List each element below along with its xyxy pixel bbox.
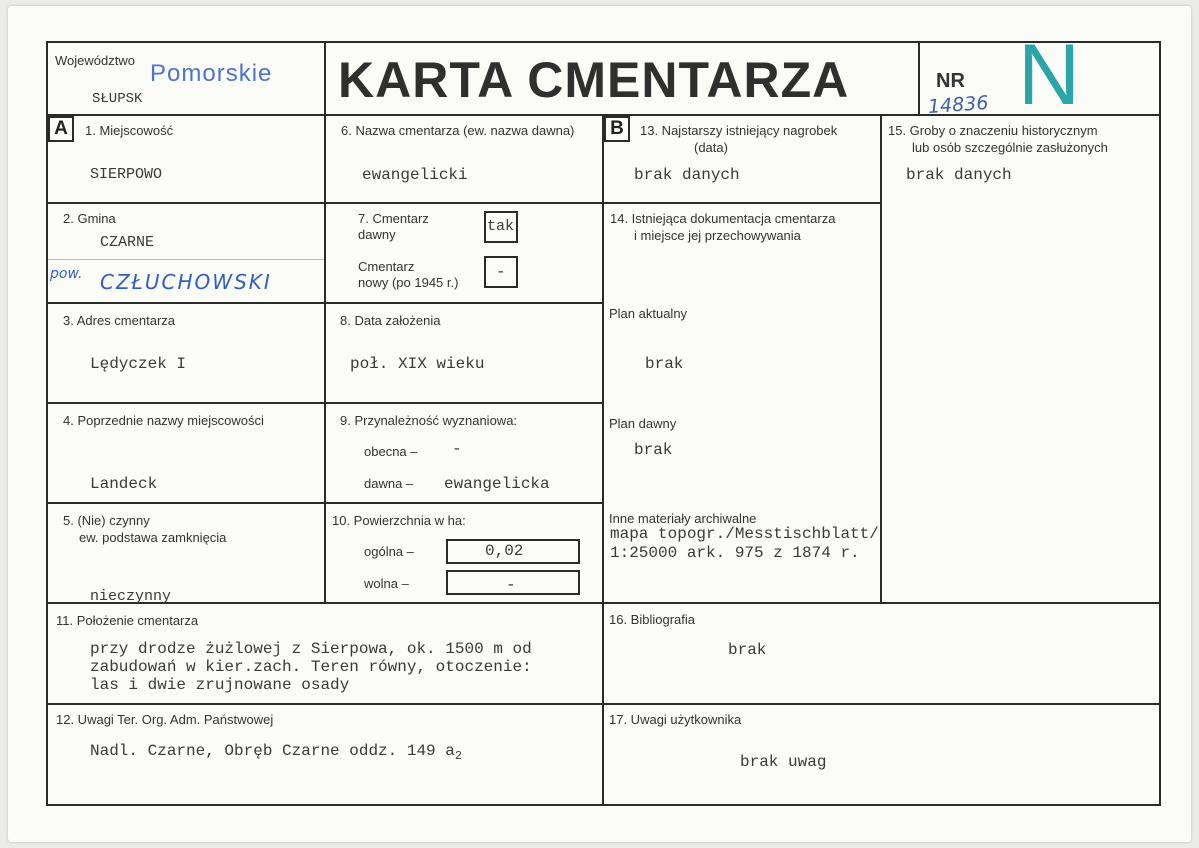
row-line-3 [46, 402, 603, 404]
field-6-label: 6. Nazwa cmentarza (ew. nazwa dawna) [341, 123, 575, 138]
field-11-line-2: zabudowań w kier.zach. Teren równy, otoczenie: [90, 658, 532, 676]
row-line-4 [46, 502, 603, 504]
field-3-label: 3. Adres cmentarza [63, 313, 175, 328]
field-8-value: poł. XIX wieku [350, 355, 485, 373]
section-b-box: B [604, 116, 630, 142]
field-4-value: Landeck [90, 475, 158, 493]
field-11-line-3: las i dwie zrujnowane osady [90, 676, 350, 694]
wojewodztwo-label: Województwo [55, 53, 135, 68]
inne-materialy-line-2: 1:25000 ark. 975 z 1874 r. [610, 544, 860, 562]
field-8-label: 8. Data założenia [340, 313, 441, 328]
col-divider-3 [880, 114, 882, 604]
inne-materialy-line-1: mapa topogr./Messtischblatt/ [610, 525, 879, 543]
plan-dawny-value: brak [634, 441, 673, 459]
field-14-label-1: 14. Istniejąca dokumentacja cmentarza [610, 211, 836, 226]
field-17-value: brak uwag [740, 753, 827, 771]
obecna-label: obecna – [364, 444, 418, 459]
obecna-value: - [452, 440, 462, 458]
field-12-label: 12. Uwagi Ter. Org. Adm. Państwowej [56, 712, 274, 727]
field-4-label: 4. Poprzednie nazwy miejscowości [63, 413, 264, 428]
field-11-line-1: przy drodze żużlowej z Sierpowa, ok. 1500 m od [90, 640, 532, 658]
nr-letter: N [1018, 27, 1081, 123]
field-12-value [90, 742, 462, 765]
row-line-5 [46, 602, 1161, 604]
field-7-label-4: nowy (po 1945 r.) [358, 275, 459, 290]
dawna-value: ewangelicka [444, 475, 550, 493]
field-13-label-2: (data) [694, 140, 728, 155]
row-line-1 [46, 202, 881, 204]
powiat-prefix: pow. [50, 266, 83, 282]
field-17-label: 17. Uwagi użytkownika [609, 712, 742, 727]
wojewodztwo-old-value: SŁUPSK [92, 91, 143, 107]
field-5-value: nieczynny [90, 588, 172, 605]
field-5-label-1: 5. (Nie) czynny [63, 513, 150, 528]
row-line-2 [46, 302, 603, 304]
wojewodztwo-stamp: Pomorskie [150, 60, 273, 87]
wolna-value: - [506, 576, 516, 594]
field-16-label: 16. Bibliografia [609, 612, 695, 627]
field-9-label: 9. Przynależność wyznaniowa: [340, 413, 518, 428]
plan-aktualny-label: Plan aktualny [609, 306, 688, 321]
field-13-label-1: 13. Najstarszy istniejący nagrobek [640, 123, 838, 138]
field-13-value: brak danych [634, 166, 740, 184]
field-11-label: 11. Położenie cmentarza [56, 613, 199, 628]
gmina-separator [48, 259, 324, 260]
field-14-label-2: i miejsce jej przechowywania [634, 228, 801, 243]
field-7-label-1: 7. Cmentarz [358, 211, 429, 226]
field-7-label-3: Cmentarz [358, 259, 415, 274]
field-1-value: SIERPOWO [90, 166, 163, 183]
field-7-label-2: dawny [358, 227, 396, 242]
nr-label: NR [936, 70, 965, 92]
inne-materialy-label: Inne materiały archiwalne [609, 511, 757, 526]
plan-aktualny-value: brak [645, 355, 684, 373]
field-10-label: 10. Powierzchnia w ha: [332, 513, 466, 528]
section-a-box: A [48, 116, 74, 142]
field-3-value: Lędyczek I [90, 355, 187, 373]
field-15-value: brak danych [906, 166, 1012, 184]
col-divider-1 [324, 114, 326, 604]
field-12-text: Nadl. Czarne, Obręb Czarne oddz. 149 a [90, 742, 455, 760]
header-divider-2 [918, 41, 920, 116]
field-6-value: ewangelicki [362, 166, 468, 184]
dawny-value: tak [487, 218, 515, 235]
field-1-label: 1. Miejscowość [85, 123, 174, 138]
dawna-label: dawna – [364, 476, 414, 491]
header-divider-1 [324, 41, 326, 116]
nr-value: 14836 [927, 91, 990, 119]
plan-dawny-label: Plan dawny [609, 416, 677, 431]
field-15-label-2: lub osób szczególnie zasłużonych [912, 140, 1108, 155]
field-2-value: CZARNE [100, 234, 155, 251]
nowy-value: - [496, 263, 506, 281]
ogolna-label: ogólna – [364, 544, 414, 559]
field-2-label: 2. Gmina [63, 211, 116, 226]
wolna-label: wolna – [364, 576, 409, 591]
ogolna-value: 0,02 [485, 542, 524, 560]
field-16-value: brak [728, 641, 767, 659]
page-title: KARTA CMENTARZA [338, 52, 850, 108]
field-12-subscript: 2 [454, 749, 463, 764]
field-5-label-2: ew. podstawa zamknięcia [79, 530, 227, 545]
powiat-value: CZŁUCHOWSKI [100, 270, 272, 294]
field-15-label-1: 15. Groby o znaczeniu historycznym [888, 123, 1098, 138]
row-line-6 [46, 703, 1161, 705]
